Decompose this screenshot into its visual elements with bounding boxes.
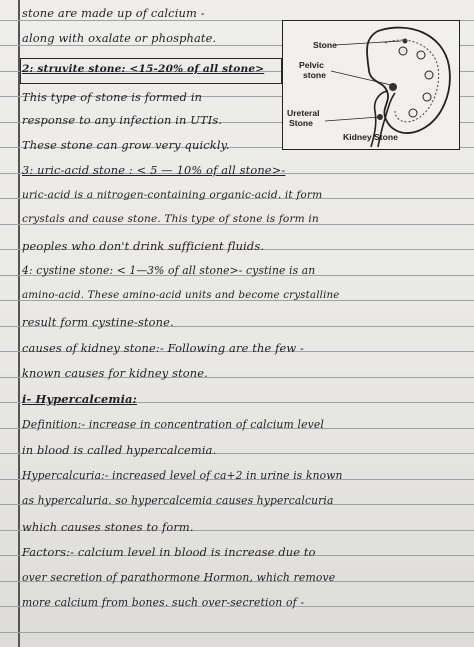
text-line: over secretion of parathormone Hormon, which remove [22,571,336,584]
label-ureteral-stone-2: Stone [289,118,313,128]
hypercalcemia-heading: i- Hypercalcemia: [22,392,137,406]
label-stone: Stone [313,40,337,50]
label-pelvic-stone-2: stone [303,70,326,80]
text-line: which causes stones to form. [22,520,194,534]
uric-acid-heading: 3: uric-acid stone : < 5 — 10% of all stone>- [22,163,286,177]
label-ureteral-stone: Ureteral [287,108,320,118]
text-line: known causes for kidney stone. [22,366,208,380]
text-line: uric-acid is a nitrogen-containing organic-acid. it form [22,189,323,201]
hypercalcuria-line: Hypercalcuria:- increased level of ca+2 in urine is known [22,469,343,482]
figure-caption: Kidney Stone [343,132,398,142]
kidney-stone-figure [282,20,460,150]
text-line: peoples who don't drink sufficient fluids. [22,239,265,253]
text-line: stone are made up of calcium - [22,6,205,20]
ruled-line [0,632,474,633]
text-line: crystals and cause stone. This type of stone is form in [22,213,319,225]
kidney-drawing [283,21,458,148]
text-line: response to any infection in UTIs. [22,113,223,127]
cystine-heading: 4: cystine stone: < 1—3% of all stone>- cystine is an [22,264,316,277]
text-line: in blood is called hypercalcemia. [22,443,217,457]
label-pelvic-stone: Pelvic [299,60,324,70]
margin-line [18,0,20,647]
text-line: more calcium from bones. such over-secretion of - [22,596,305,609]
text-line: This type of stone is formed in [22,90,203,104]
text-line: as hypercaluria. so hypercalcemia causes hypercalcuria [22,494,334,507]
factors-line: Factors:- calcium level in blood is increase due to [22,545,316,559]
text-line: result form cystine-stone. [22,315,174,329]
definition-line: Definition:- increase in concentration of calcium level [22,418,325,431]
text-line: along with oxalate or phosphate. [22,31,217,45]
text-line: amino-acid. These amino-acid units and become crystalline [22,289,340,301]
struvite-heading: 2: struvite stone: <15-20% of all stone> [22,63,265,75]
text-line: These stone can grow very quickly. [22,138,230,152]
causes-heading: causes of kidney stone:- Following are the few - [22,341,305,355]
